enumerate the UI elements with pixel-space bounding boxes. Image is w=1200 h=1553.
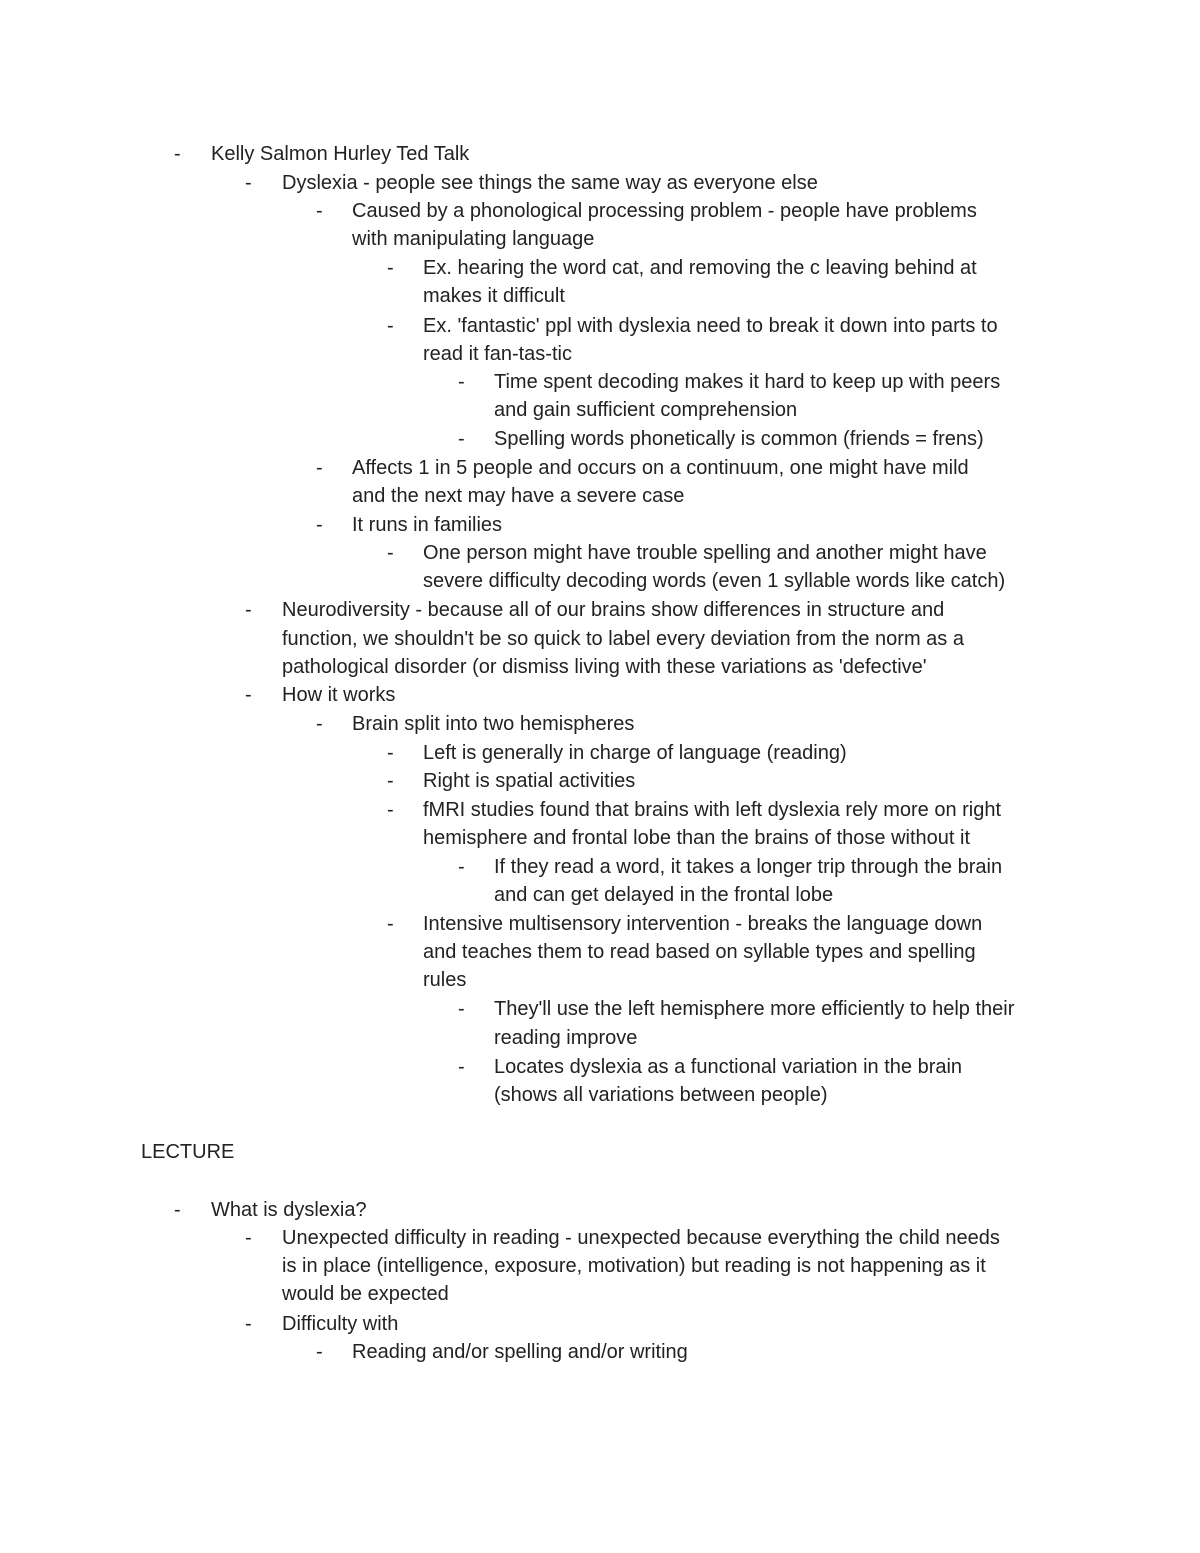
bullet-dash: - [387, 315, 394, 337]
list-item-text: Neurodiversity - because all of our brains show differences in structure and [282, 599, 945, 621]
bullet-dash: - [458, 1056, 465, 1078]
bullet-dash: - [245, 599, 252, 621]
bullet-dash: - [316, 713, 323, 735]
bullet-dash: - [245, 1313, 252, 1335]
bullet-dash: - [458, 998, 465, 1020]
list-item-text: Brain split into two hemispheres [352, 713, 635, 735]
bullet-dash: - [387, 799, 394, 821]
bullet-dash: - [387, 913, 394, 935]
list-item-text: Reading and/or spelling and/or writing [352, 1341, 688, 1363]
list-item-text: and the next may have a severe case [352, 485, 685, 507]
bullet-dash: - [387, 542, 394, 564]
list-item-text: Left is generally in charge of language (reading) [423, 742, 847, 764]
list-item-text: Kelly Salmon Hurley Ted Talk [211, 143, 470, 165]
list-item-text: read it fan-tas-tic [423, 343, 572, 365]
list-item-text: Right is spatial activities [423, 770, 636, 792]
bullet-dash: - [245, 172, 252, 194]
list-item-text: Affects 1 in 5 people and occurs on a continuum, one might have mild [352, 457, 969, 479]
bullet-dash: - [174, 1199, 181, 1221]
list-item-text: Ex. hearing the word cat, and removing the c leaving behind at [423, 257, 977, 279]
bullet-dash: - [316, 200, 323, 222]
list-item-text: Intensive multisensory intervention - breaks the language down [423, 913, 983, 935]
list-item-text: What is dyslexia? [211, 1199, 367, 1221]
list-item-text: It runs in families [352, 514, 503, 536]
list-item-text: and teaches them to read based on syllable types and spelling [423, 941, 976, 963]
list-item-text: function, we shouldn't be so quick to label every deviation from the norm as a [282, 628, 964, 650]
list-item-text: They'll use the left hemisphere more efficiently to help their [494, 998, 1015, 1020]
bullet-dash: - [387, 770, 394, 792]
list-item-text: Caused by a phonological processing problem - people have problems [352, 200, 977, 222]
list-item-text: rules [423, 969, 467, 991]
list-item-text: Difficulty with [282, 1313, 399, 1335]
list-item-text: makes it difficult [423, 285, 565, 307]
list-item-text: with manipulating language [352, 228, 595, 250]
bullet-dash: - [316, 514, 323, 536]
bullet-dash: - [174, 143, 181, 165]
list-item-text: Unexpected difficulty in reading - unexpected because everything the child needs [282, 1227, 1000, 1249]
list-item-text: One person might have trouble spelling and another might have [423, 542, 987, 564]
list-item-text: reading improve [494, 1027, 638, 1049]
list-item-text: hemisphere and frontal lobe than the brains of those without it [423, 827, 971, 849]
bullet-dash: - [387, 257, 394, 279]
list-item-text: (shows all variations between people) [494, 1084, 828, 1106]
list-item-text: Spelling words phonetically is common (friends = frens) [494, 428, 984, 450]
bullet-dash: - [245, 1227, 252, 1249]
list-item-text: Dyslexia - people see things the same way as everyone else [282, 172, 818, 194]
bullet-dash: - [316, 1341, 323, 1363]
list-item-text: would be expected [282, 1283, 449, 1305]
list-item-text: Ex. 'fantastic' ppl with dyslexia need to break it down into parts to [423, 315, 998, 337]
list-item-text: fMRI studies found that brains with left dyslexia rely more on right [423, 799, 1002, 821]
bullet-dash: - [458, 371, 465, 393]
list-item-text: is in place (intelligence, exposure, motivation) but reading is not happening as it [282, 1255, 986, 1277]
list-item-text: and can get delayed in the frontal lobe [494, 884, 834, 906]
bullet-dash: - [458, 856, 465, 878]
list-item-text: severe difficulty decoding words (even 1 syllable words like catch) [423, 570, 1006, 592]
bullet-dash: - [458, 428, 465, 450]
bullet-dash: - [316, 457, 323, 479]
bullet-dash: - [245, 684, 252, 706]
list-item-text: If they read a word, it takes a longer trip through the brain [494, 856, 1003, 878]
list-item-text: and gain sufficient comprehension [494, 399, 798, 421]
list-item-text: pathological disorder (or dismiss living with these variations as 'defective' [282, 656, 927, 678]
section-heading: LECTURE [141, 1141, 235, 1163]
bullet-dash: - [387, 742, 394, 764]
list-item-text: How it works [282, 684, 396, 706]
list-item-text: Locates dyslexia as a functional variation in the brain [494, 1056, 963, 1078]
list-item-text: Time spent decoding makes it hard to keep up with peers [494, 371, 1001, 393]
